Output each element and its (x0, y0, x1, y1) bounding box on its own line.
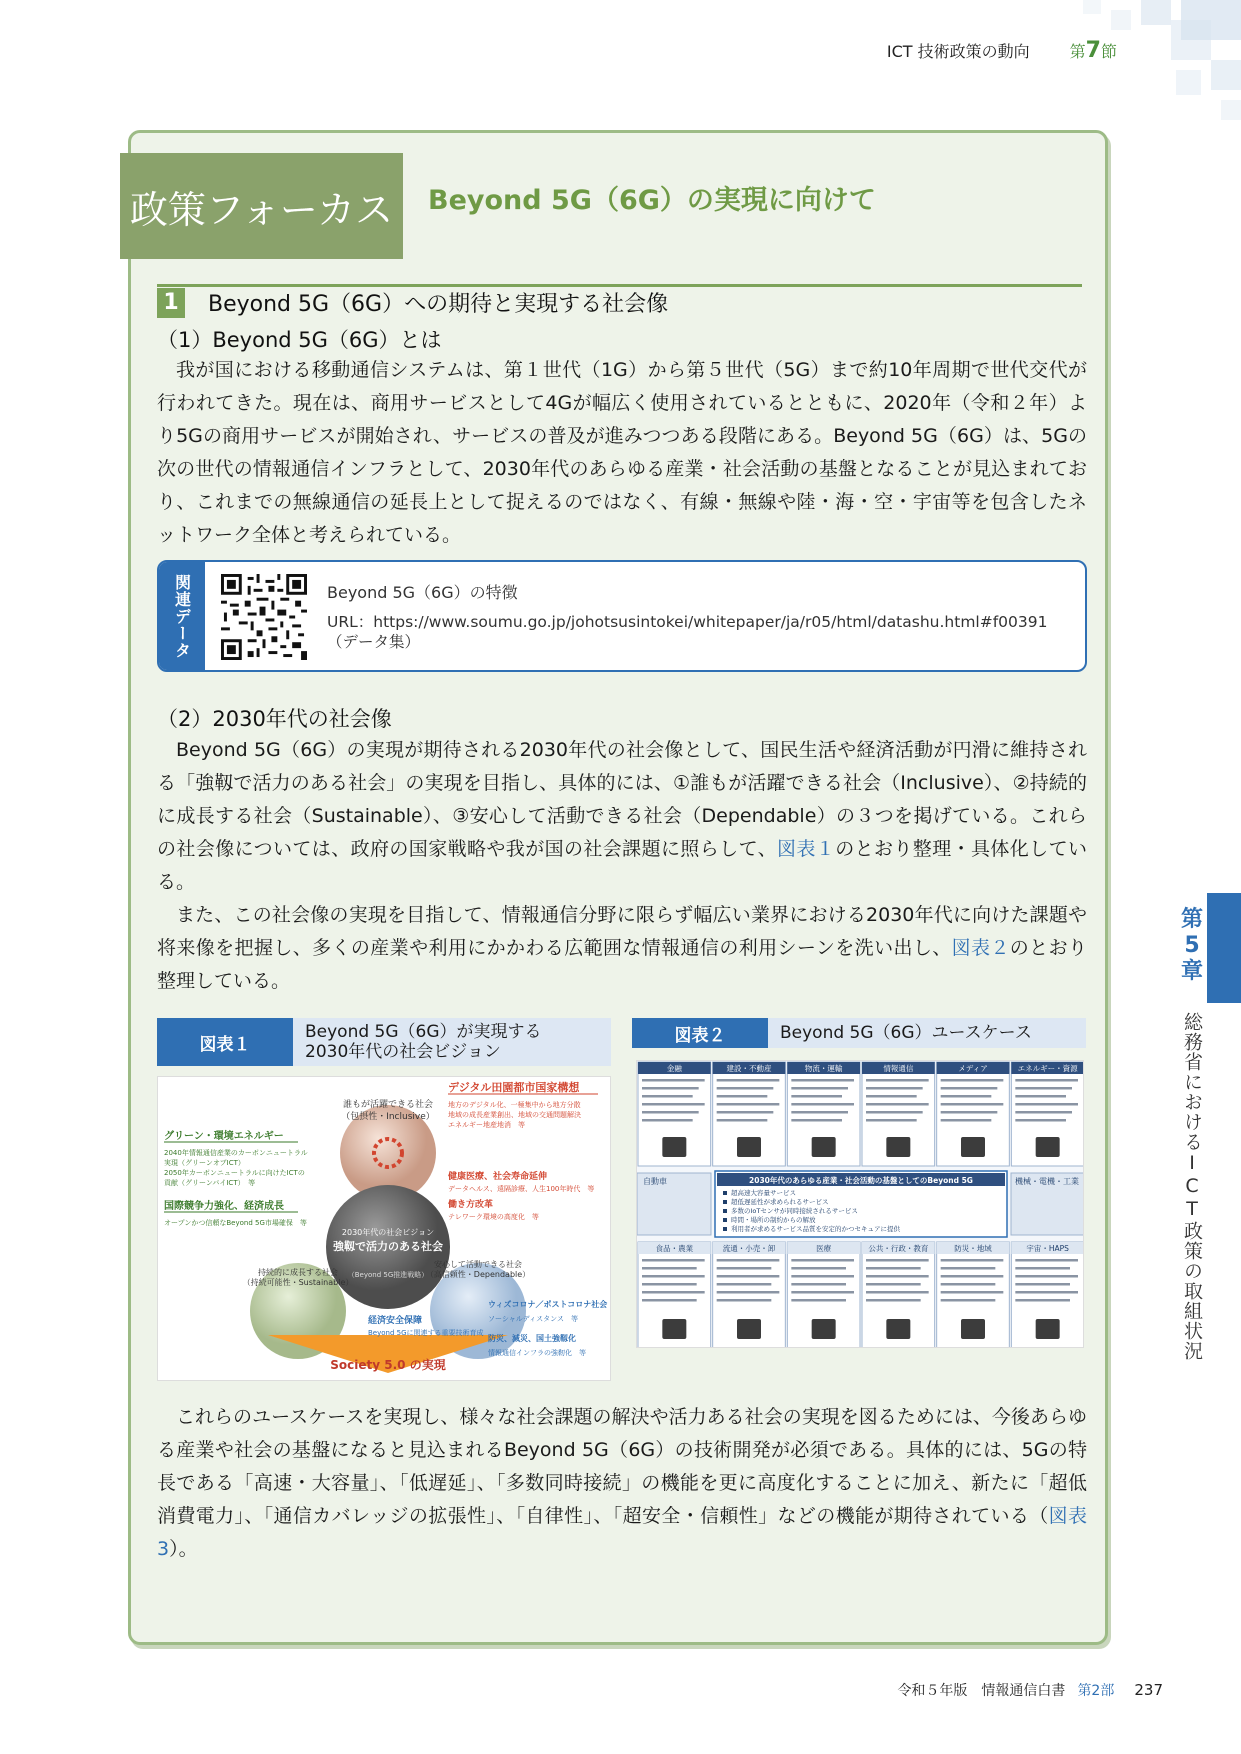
figure2-label: 図表２ (632, 1018, 768, 1048)
usecase-col-top: エネルギー・資源 (1017, 1064, 1078, 1073)
left-label: 自動車 (643, 1177, 667, 1186)
figure1-link[interactable]: 図表１ (777, 838, 836, 860)
svg-text:（Beyond 5G推進戦略）: （Beyond 5G推進戦略） (347, 1271, 429, 1279)
usecase-col-top: 金融 (666, 1064, 682, 1073)
social-vision-diagram (158, 1077, 611, 1381)
figure2-image (636, 1060, 1084, 1348)
figure1-caption: Beyond 5G（6G）が実現する 2030年代の社会ビジョン (293, 1018, 611, 1066)
svg-text:デジタル田園都市国家構想: デジタル田園都市国家構想 (448, 1081, 580, 1094)
header-title: ICT 技術政策の動向 (886, 42, 1030, 61)
svg-text:地域の成長産業創出、地域の交通問題解決: 地域の成長産業創出、地域の交通問題解決 (448, 1111, 581, 1119)
svg-text:健康医療、社会寿命延伸: 健康医療、社会寿命延伸 (448, 1172, 548, 1182)
svg-text:2050年カーボンニュートラルに向けたICTの: 2050年カーボンニュートラルに向けたICTの (164, 1169, 305, 1177)
usecase-col-top: 物流・運輸 (804, 1064, 843, 1073)
svg-text:貢献（グリーンバイICT） 等: 貢献（グリーンバイICT） 等 (164, 1179, 256, 1187)
figure2-header (632, 1018, 1086, 1048)
usecase-col-bottom: 食品・農業 (655, 1244, 694, 1253)
paragraph-1: 我が国における移動通信システムは、第１世代（1G）から第５世代（5G）まで約10年周期で世代交代が行われてきた。現在は、商用サービスとして4Gが幅広く使用されているとともに、2020年（令和２年）より5Gの商用サービスが開始され、サービスの普及が進みつつある段階にある。Beyond 5G（6G）は、5Gの次の世代の情報通信インフラとして、2030年代のあらゆる産業・社会活動の基盤となることが見込まれており、これまでの無線通信の延長上として捉えるのではなく、有線・無線や陸・海・空・宇宙等を包含したネットワーク全体と考えられている。 (157, 359, 1087, 546)
page-number: 237 (1134, 1681, 1163, 1699)
svg-text:Beyond 5Gに関連する重要技術育成: Beyond 5Gに関連する重要技術育成 (368, 1329, 484, 1337)
usecase-col-bottom: 防災・地域 (954, 1244, 992, 1253)
svg-text:国際競争力強化、経済成長: 国際競争力強化、経済成長 (164, 1201, 284, 1212)
svg-text:強靱で活力のある社会: 強靱で活力のある社会 (333, 1240, 443, 1253)
svg-text:働き方改革: 働き方改革 (448, 1200, 494, 1210)
usecase-col-bottom: 宇宙・HAPS (1026, 1244, 1069, 1253)
footer-part: 第2部 (1077, 1683, 1115, 1699)
svg-text:エネルギー地産地消 等: エネルギー地産地消 等 (448, 1121, 525, 1129)
svg-text:実現（グリーンオブICT）: 実現（グリーンオブICT） (164, 1159, 245, 1167)
usecase-center-item: 超低遅延性が求められるサービス (731, 1198, 829, 1206)
usecase-center-title: 2030年代のあらゆる産業・社会活動の基盤としてのBeyond 5G (749, 1176, 973, 1185)
svg-text:誰もが活躍できる社会: 誰もが活躍できる社会 (342, 1100, 434, 1110)
figure2-link[interactable]: 図表２ (951, 937, 1010, 959)
usecase-center-item: 多数のIoTセンサが同時接続されるサービス (731, 1207, 858, 1215)
figure1-label: 図表１ (157, 1018, 293, 1066)
related-data-url[interactable]: URL：https://www.soumu.go.jp/johotsusintokei/whitepaper/ja/r05/html/datashu.html#f00391 (327, 613, 1048, 631)
paragraph-3: また、この社会像の実現を目指して、情報通信分野に限らず幅広い業界における2030年代に向けた課題や将来像を把握し、多くの産業や利用にかかわる広範囲な情報通信の利用シーンを洗い出し、図表２のとおり整理している。 (157, 904, 1087, 992)
svg-text:ソーシャルディスタンス 等: ソーシャルディスタンス 等 (488, 1315, 578, 1323)
figure2-caption: Beyond 5G（6G）ユースケース (768, 1018, 1086, 1048)
usecase-diagram (637, 1061, 1084, 1348)
figure1-image (157, 1076, 611, 1381)
section-title: Beyond 5G（6G）への期待と実現する社会像 (208, 292, 669, 317)
paragraph-4: これらのユースケースを実現し、様々な社会課題の解決や活力ある社会の実現を図るためには、今後あらゆる産業や社会の基盤になると見込まれるBeyond 5G（6G）の技術開発が必須である。具体的には、5Gの特長である「高速・大容量」、「低遅延」、「多数同時接続」の機能を更に高度化することに加え、新たに「超低消費電力」、「通信カバレッジの拡張性」、「自律性」、「超安全・信頼性」などの機能が期待されている（図表3）。 (157, 1406, 1087, 1560)
chapter-label: 第 5 章 (1180, 907, 1203, 984)
related-data-box (157, 560, 1087, 672)
right-label: 機械・電機・工業 (1015, 1177, 1079, 1186)
policy-focus-tag: 政策フォーカス (120, 153, 403, 259)
related-data-tab: 関連データ (159, 562, 205, 670)
usecase-center-item: 超高速大容量サービス (731, 1189, 796, 1197)
usecase-col-bottom: 流通・小売・卸 (722, 1244, 776, 1253)
footer-book: 令和５年版 情報通信白書 (897, 1683, 1066, 1699)
svg-text:データヘルス、遠隔診療、人生100年時代 等: データヘルス、遠隔診療、人生100年時代 等 (448, 1185, 595, 1193)
svg-text:情報通信インフラの強靭化 等: 情報通信インフラの強靭化 等 (488, 1349, 586, 1357)
usecase-col-bottom: 公共・行政・教育 (868, 1244, 929, 1253)
svg-text:地方のデジタル化、一極集中から地方分散: 地方のデジタル化、一極集中から地方分散 (448, 1101, 581, 1109)
svg-text:（高信頼性・Dependable）: （高信頼性・Dependable） (425, 1270, 531, 1279)
usecase-col-top: メディア (958, 1064, 988, 1073)
usecase-center-item: 時間・場所の制約からの解放 (731, 1216, 816, 1224)
svg-text:安心して活動できる社会: 安心して活動できる社会 (434, 1260, 522, 1269)
svg-text:テレワーク環境の高度化 等: テレワーク環境の高度化 等 (448, 1213, 539, 1221)
svg-text:経済安全保障: 経済安全保障 (368, 1316, 423, 1326)
usecase-col-top: 建設・不動産 (726, 1064, 772, 1073)
subsection-title-1: （1）Beyond 5G（6G）とは (157, 328, 442, 352)
header-section: 第7節 (1069, 38, 1117, 63)
figure3-link[interactable]: 図表3 (157, 1505, 1087, 1560)
svg-text:Society 5.0 の実現: Society 5.0 の実現 (330, 1358, 446, 1372)
section-number: 1 (157, 288, 185, 318)
subsection-title-2: （2）2030年代の社会像 (157, 707, 392, 731)
focus-title: Beyond 5G（6G）の実現に向けて (428, 185, 876, 216)
usecase-center-item: 利用者が求めるサービス品質を安定的かつセキュアに提供 (731, 1225, 900, 1233)
chapter-side-tab (1207, 893, 1241, 1003)
svg-text:防災、減災、国土強靱化: 防災、減災、国土強靱化 (488, 1334, 576, 1343)
svg-text:持続的に成長する社会: 持続的に成長する社会 (258, 1268, 338, 1277)
related-data-name: Beyond 5G（6G）の特徴 (327, 583, 518, 602)
paragraph-2: Beyond 5G（6G）の実現が期待される2030年代の社会像として、国民生活や経済活動が円滑に維持される「強靱で活力のある社会」の実現を目指し、具体的には、①誰もが活躍できる社会（Inclusive）、②持続的に成長する社会（Sustainable）、③安心して活動できる社会（Dependable）の３つを掲げている。これらの社会像については、政府の国家戦略や我が国の社会課題に照らして、図表１のとおり整理・具体化している。 (157, 739, 1087, 893)
svg-text:2030年代の社会ビジョン: 2030年代の社会ビジョン (341, 1228, 435, 1237)
svg-text:オープンかつ信頼なBeyond 5G市場確保 等: オープンかつ信頼なBeyond 5G市場確保 等 (164, 1219, 307, 1227)
chapter-side-text: 総務省におけるICT政策の取組状況 (1181, 1012, 1203, 1361)
page-header (887, 38, 1117, 63)
corner-decoration (981, 0, 1241, 150)
page-footer (897, 1680, 1163, 1700)
figure1-header (157, 1018, 611, 1066)
svg-text:グリーン・環境エネルギー: グリーン・環境エネルギー (164, 1131, 284, 1142)
usecase-col-bottom: 医療 (816, 1244, 832, 1253)
svg-text:（持続可能性・Sustainable）: （持続可能性・Sustainable） (242, 1278, 354, 1287)
svg-text:2040年情報通信産業のカーボンニュートラル: 2040年情報通信産業のカーボンニュートラル (164, 1149, 308, 1157)
qr-code-icon[interactable] (221, 574, 307, 660)
svg-text:（包摂性・Inclusive）: （包摂性・Inclusive） (341, 1112, 435, 1122)
svg-text:ウィズコロナ／ポストコロナ社会: ウィズコロナ／ポストコロナ社会 (488, 1300, 608, 1309)
related-data-note: （データ集） (327, 633, 421, 651)
usecase-col-top: 情報通信 (883, 1064, 914, 1073)
